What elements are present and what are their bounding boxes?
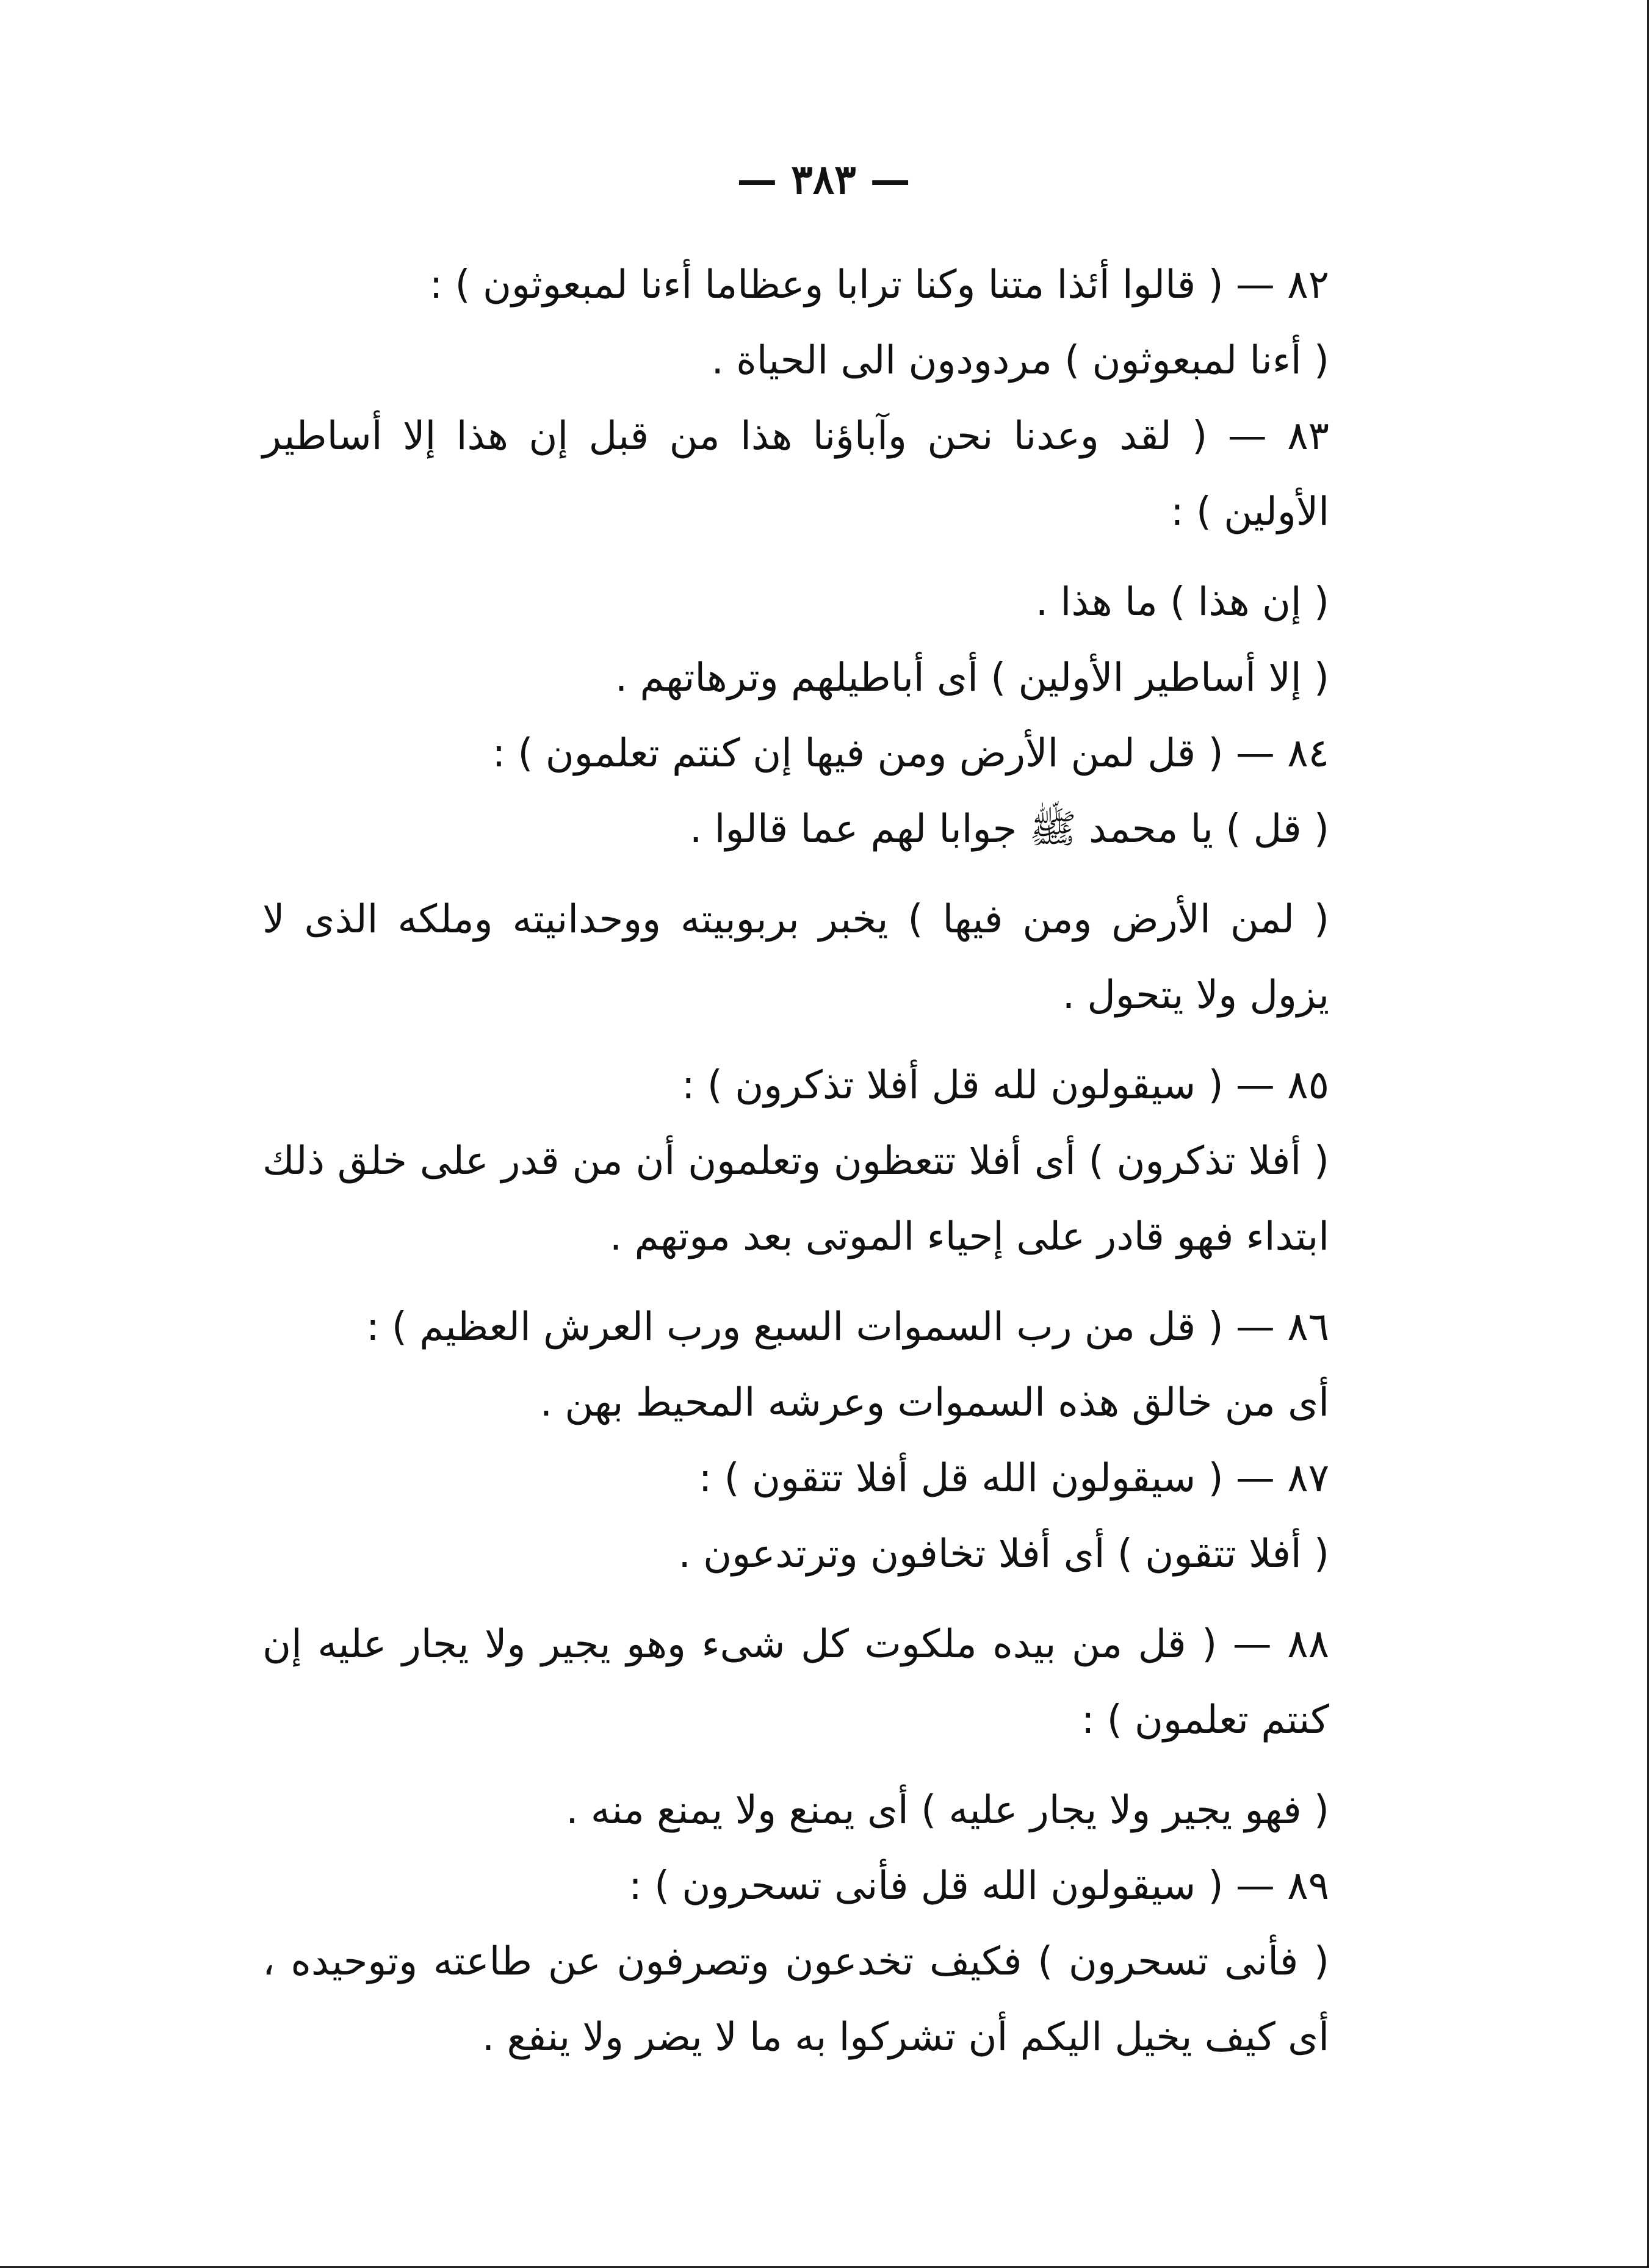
page-body bbox=[262, 247, 1422, 2075]
gloss-86: أى من خالق هذه السموات وعرشه المحيط بهن . bbox=[539, 1380, 1329, 1425]
gloss-88: ( فهو يجير ولا يجار عليه ) أى يمنع ولا يمنع منه . bbox=[566, 1788, 1329, 1833]
verse-85: ٨٥ — ( سيقولون لله قل أفلا تذكرون ) : bbox=[682, 1063, 1329, 1108]
gloss-83-b: ( إلا أساطير الأولين ) أى أباطيلهم وترهاتهم . bbox=[615, 655, 1329, 700]
verse-83: ٨٣ — ( لقد وعدنا نحن وآباؤنا هذا من قبل إن هذا إلا أساطير الأولين ) : bbox=[262, 414, 1329, 535]
verse-86: ٨٦ — ( قل من رب السموات السبع ورب العرش العظيم ) : bbox=[366, 1305, 1329, 1350]
page-number: — ٣٨٣ — bbox=[737, 156, 911, 203]
gloss-83-a: ( إن هذا ) ما هذا . bbox=[1035, 580, 1329, 625]
verse-88: ٨٨ — ( قل من بيده ملكوت كل شىء وهو يجير ولا يجار عليه إن كنتم تعلمون ) : bbox=[262, 1622, 1329, 1743]
gloss-85: ( أفلا تذكرون ) أى أفلا تتعظون وتعلمون أن من قدر على خلق ذلك ابتداء فهو قادر على إحياء الموتى بعد موتهم . bbox=[262, 1139, 1329, 1259]
gloss-82: ( أءنا لمبعوثون ) مردودون الى الحياة . bbox=[711, 338, 1329, 383]
verse-84: ٨٤ — ( قل لمن الأرض ومن فيها إن كنتم تعلمون ) : bbox=[492, 731, 1329, 776]
gloss-89: ( فأنى تسحرون ) فكيف تخدعون وتصرفون عن طاعته وتوحيده ، أى كيف يخيل اليكم أن تشركوا به ما لا يضر ولا ينفع . bbox=[262, 1939, 1329, 2060]
gloss-84-b: ( لمن الأرض ومن فيها ) يخبر بربوبيته ووحدانيته وملكه الذى لا يزول ولا يتحول . bbox=[262, 897, 1329, 1018]
verse-89: ٨٩ — ( سيقولون الله قل فأنى تسحرون ) : bbox=[629, 1863, 1329, 1909]
gloss-87: ( أفلا تتقون ) أى أفلا تخافون وترتدعون . bbox=[678, 1532, 1329, 1577]
gloss-84-a: ( قل ) يا محمد ﷺ جوابا لهم عما قالوا . bbox=[689, 807, 1329, 852]
verse-82: ٨٢ — ( قالوا أئذا متنا وكنا ترابا وعظاما أءنا لمبعوثون ) : bbox=[429, 262, 1329, 308]
verse-87: ٨٧ — ( سيقولون الله قل أفلا تتقون ) : bbox=[698, 1456, 1329, 1501]
